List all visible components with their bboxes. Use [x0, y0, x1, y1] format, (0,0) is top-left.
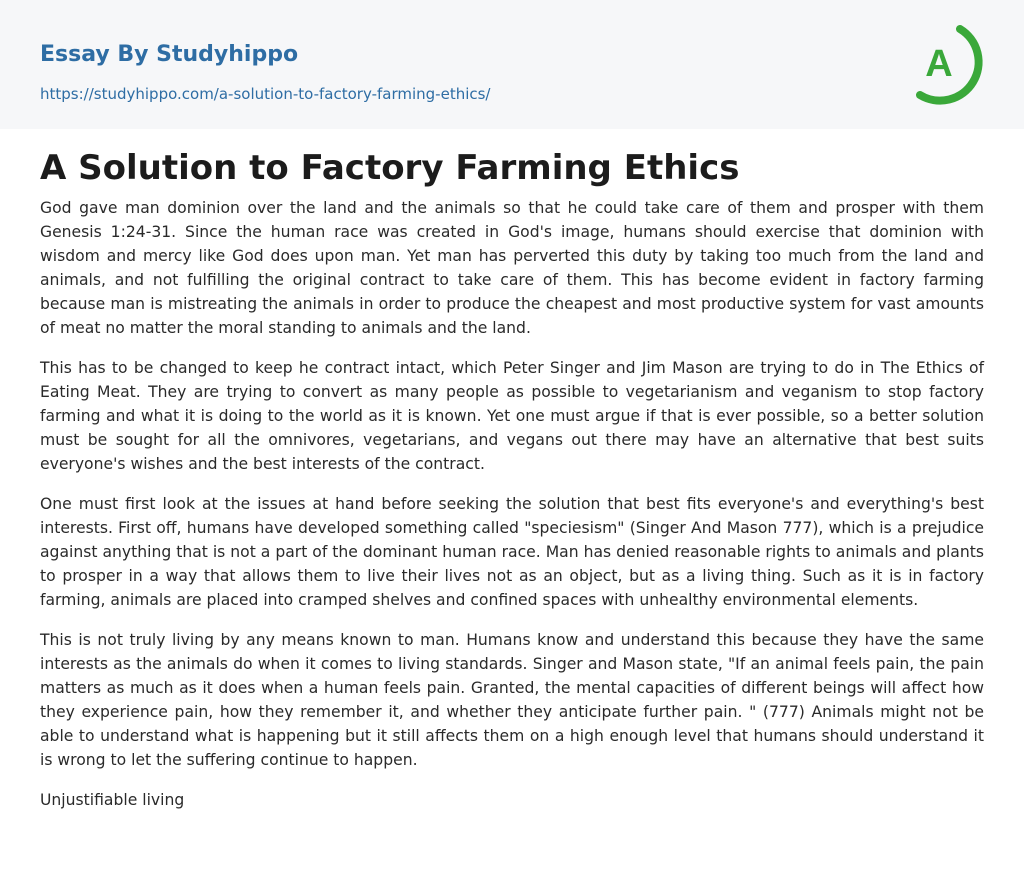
- essay-paragraph: This is not truly living by any means known to man. Humans know and understand this because they have the same interests as the animals do when it comes to living standards. Singer and Mason state, "If an animal feels pain, the pain matters as much as it does when a human feels pain. Granted, the mental capacities of different beings will affect how they experience pain, how they remember it, and whether they anticipate further pain. " (777) Animals might not be able to understand what is happening but it still affects them on a high enough level that humans should understand it is wrong to let the suffering continue to happen.: [40, 631, 984, 769]
- essay-paragraph: This has to be changed to keep he contract intact, which Peter Singer and Jim Mason are trying to do in The Ethics of Eating Meat. They are trying to convert as many people as possible to vegetarianism and veganism to stop factory farming and what it is doing to the world as it is known. Yet one must argue if that is ever possible, so a better solution must be sought for all the omnivores, vegetarians, and vegans out there may have an alternative that best suits everyone's wishes and the best interests of the contract.: [40, 359, 984, 473]
- logo-letter: A: [925, 43, 953, 85]
- essay-title: A Solution to Factory Farming Ethics: [40, 148, 740, 188]
- essay-article: [40, 146, 984, 828]
- essay-url-link[interactable]: https://studyhippo.com/a-solution-to-factory-farming-ethics/: [40, 85, 491, 103]
- site-header: [0, 0, 1024, 129]
- essay-paragraph: One must first look at the issues at hand before seeking the solution that best fits everyone's and everything's best interests. First off, humans have developed something called "speciesism" (Singer And Mason 777), which is a prejudice against anything that is not a part of the dominant human race. Man has denied reasonable rights to animals and plants to prosper in a way that allows them to live their lives not as an object, but as a living thing. Such as it is in factory farming, animals are placed into cramped shelves and confined spaces with unhealthy environmental elements.: [40, 495, 984, 609]
- brand-title: Essay By Studyhippo: [40, 42, 299, 67]
- essay-paragraph: God gave man dominion over the land and the animals so that he could take care of them and prosper with them Genesis 1:24-31. Since the human race was created in God's image, humans should exercise that dominion with wisdom and mercy like God does upon man. Yet man has perverted this duty by taking too much from the land and animals, and not fulfilling the original contract to take care of them. This has become evident in factory farming because man is mistreating the animals in order to produce the cheapest and most productive system for vast amounts of meat no matter the moral standing to animals and the land.: [40, 199, 984, 337]
- essay-subheading: Unjustifiable living: [40, 791, 185, 809]
- studyhippo-logo: [898, 20, 984, 106]
